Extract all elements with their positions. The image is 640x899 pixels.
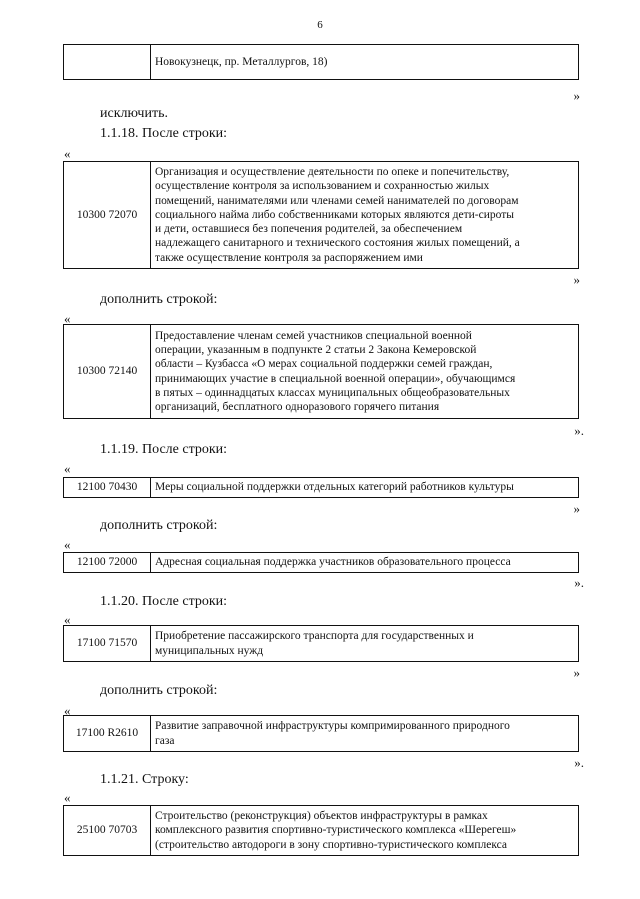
paragraph-1-1-21: 1.1.21. Строку: — [100, 772, 189, 787]
paragraph-add-row-1: дополнить строкой: — [100, 292, 218, 307]
closing-quote: ». — [574, 755, 584, 770]
opening-quote: « — [64, 612, 71, 627]
table-row — [63, 625, 579, 662]
table-row — [63, 44, 579, 80]
description-cell — [151, 325, 579, 419]
code-cell — [64, 45, 151, 80]
opening-quote: « — [64, 703, 71, 718]
paragraph-1-1-19: 1.1.19. После строки: — [100, 442, 228, 457]
text-line: муниципальных нужд — [155, 644, 264, 657]
paragraph-1-1-20: 1.1.20. После строки: — [100, 594, 228, 609]
text-line: Организация и осуществление деятельности по опеке и попечительству, — [155, 165, 510, 178]
opening-quote: « — [64, 461, 71, 476]
table-row — [63, 161, 579, 269]
paragraph-add-row-2: дополнить строкой: — [100, 518, 218, 533]
text-line: области – Кузбасса «О мерах социальной поддержки семей граждан, — [155, 358, 493, 371]
opening-quote: « — [64, 146, 71, 161]
text-line: Новокузнецк, пр. Металлургов, 18) — [155, 55, 328, 68]
table-row — [63, 715, 579, 752]
text-line: надлежащего санитарного и технического состояния жилых помещений, а — [155, 237, 520, 250]
text-line: социального найма либо собственниками которых являются дети-сироты — [155, 208, 514, 221]
description-cell — [151, 478, 579, 498]
text-line: принимающих участие в специальной военной операции», обучающимся — [155, 372, 516, 385]
paragraph-1-1-18: 1.1.18. После строки: — [100, 126, 228, 141]
table-row — [63, 324, 579, 419]
text-line: Приобретение пассажирского транспорта для государственных и — [155, 630, 474, 643]
text-line: организаций, бесплатного одноразового горячего питания — [155, 401, 440, 414]
code-cell: 10300 72140 — [64, 325, 151, 419]
table-row — [63, 477, 579, 498]
opening-quote: « — [64, 790, 71, 805]
text-line: газа — [155, 734, 175, 747]
closing-quote: » — [573, 88, 580, 103]
code-cell: 17100 R2610 — [64, 716, 151, 752]
table-row — [63, 805, 579, 856]
text-line: осуществление контроля за использованием и сохранностью жилых — [155, 180, 490, 193]
opening-quote: « — [64, 311, 71, 326]
opening-quote: « — [64, 537, 71, 552]
description-cell — [151, 806, 579, 856]
description-cell — [151, 162, 579, 269]
code-cell: 12100 72000 — [64, 553, 151, 573]
text-line: Адресная социальная поддержка участников образовательного процесса — [155, 556, 511, 569]
closing-quote: ». — [574, 575, 584, 590]
paragraph-add-row-3: дополнить строкой: — [100, 683, 218, 698]
text-line: операции, указанным в подпункте 2 статьи 2 Закона Кемеровской — [155, 343, 477, 356]
closing-quote: » — [573, 665, 580, 680]
text-line: (строительство автодороги в зону спортивно-туристического комплекса — [155, 838, 507, 851]
text-line: помещений, нанимателями или членами семей нанимателей по договорам — [155, 194, 519, 207]
table-row — [63, 552, 579, 573]
text-line: Развитие заправочной инфраструктуры компримированного природного — [155, 720, 510, 733]
text-line: в пятых – одиннадцатых классах муниципальных общеобразовательных — [155, 386, 510, 399]
text-line: комплексного развития спортивно-туристического комплекса «Шерегеш» — [155, 824, 517, 837]
code-cell: 10300 72070 — [64, 162, 151, 269]
closing-quote: » — [573, 501, 580, 516]
description-cell — [151, 716, 579, 752]
description-cell — [151, 553, 579, 573]
paragraph-exclude: исключить. — [100, 106, 168, 121]
code-cell: 17100 71570 — [64, 626, 151, 662]
text-line: также осуществление контроля за распоряжением ими — [155, 251, 423, 264]
text-line: Строительство (реконструкция) объектов инфраструктуры в рамках — [155, 810, 488, 823]
code-cell: 25100 70703 — [64, 806, 151, 856]
closing-quote: » — [573, 272, 580, 287]
text-line: Меры социальной поддержки отдельных категорий работников культуры — [155, 481, 514, 494]
description-cell — [151, 45, 579, 80]
text-line: Предоставление членам семей участников специальной военной — [155, 329, 472, 342]
description-cell — [151, 626, 579, 662]
text-line: и дети, оставшиеся без попечения родителей, за обеспечением — [155, 223, 463, 236]
page-number: 6 — [317, 19, 323, 31]
closing-quote: ». — [574, 423, 584, 438]
code-cell: 12100 70430 — [64, 478, 151, 498]
